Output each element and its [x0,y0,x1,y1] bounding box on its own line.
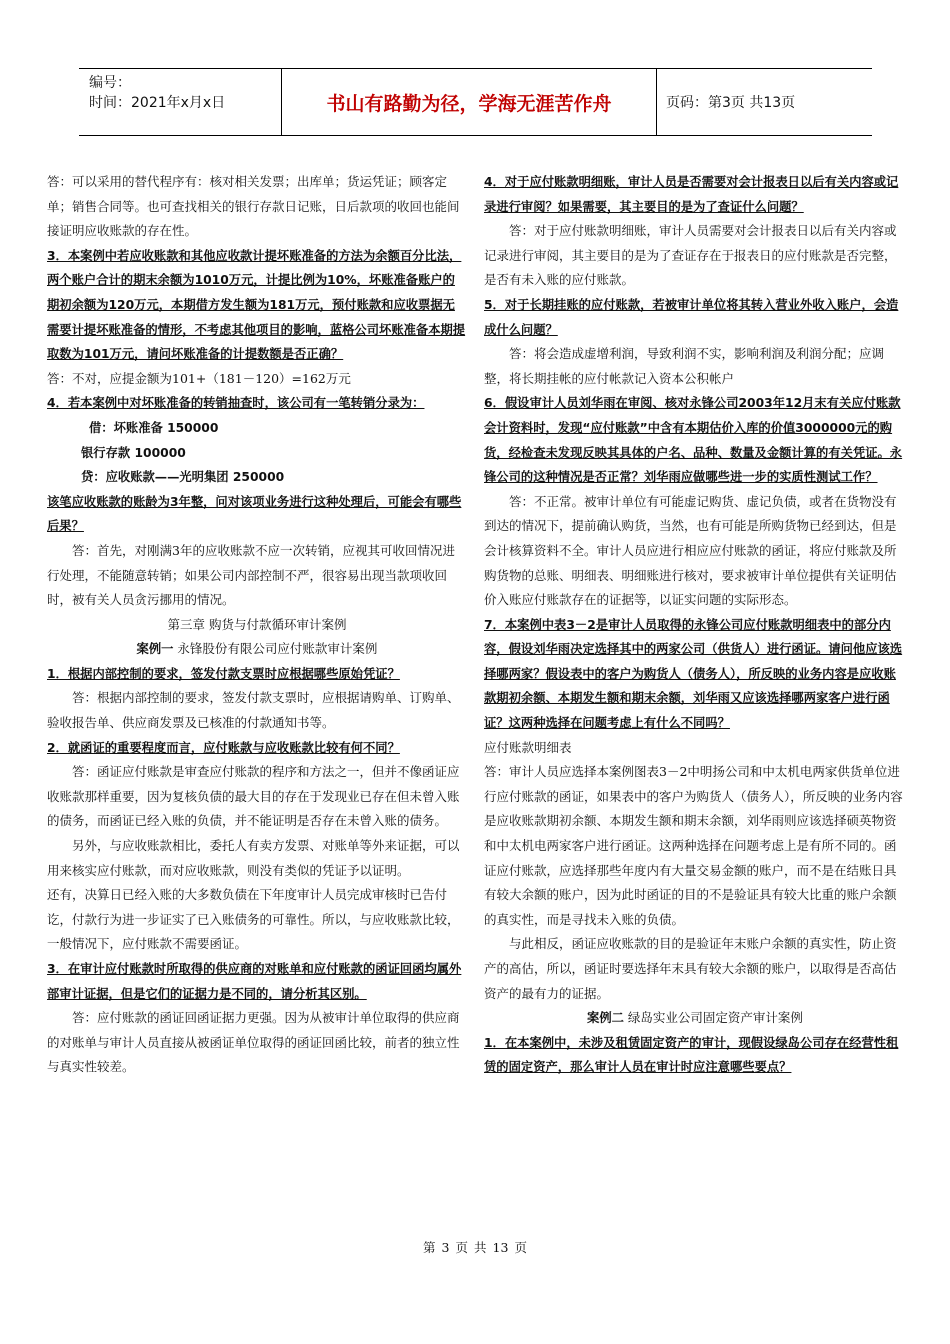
case-2-name: 绿岛实业公司固定资产审计案例 [623,1010,803,1026]
doc-number-label: 编号： [89,75,131,91]
answer-7-part-1: 答：审计人员应选择本案例图表3－2中明扬公司和中太机电两家供货单位进行应付账款的函证，如果表中的客户为购货人（债务人），所反映的业务内容是应收账款期初余额、本期发生额和期末余额，刘华雨则应该选择硕英物资和中太机电两家客户进行函证。这两种选择在问题考虑上是有所不同的。函证应付账款，应选择那些年度内有大量交易金额的账户，而不是在结账日具有较大余额的账户，因为此时函证的目的不是验证具有较大比重的账户余额的真实性，而是寻找未入账的负债。 [484,764,903,927]
answer-3: 答：不对，应提金额为101+（181－120）=162万元 [47,370,351,386]
chapter-title: 第三章 购货与付款循环审计案例 [167,616,347,632]
answer-7-part-2: 与此相反，函证应收账款的目的是验证年末账户余额的真实性，防止资产的高估，所以，函证时要选择年末具有较大余额的账户，以取得是否高估资产的最有力的证据。 [484,936,897,1001]
doc-time-label: 时间：2021年x月x日 [89,95,226,111]
question-6: 6．假设审计人员刘华雨在审阅、核对永锋公司2003年12月末有关应付账款会计资料时，发现“应付账款”中含有本期估价入库的价值3000000元的购货，经检查未发现反映其具体的户名、品种、数量及金额计算的有关凭证。永锋公司的这种情况是否正常？刘华雨应做哪些进一步的实质性测试工作？ [484,396,903,485]
answer-6: 答：不正常。被审计单位有可能虚记购货、虚记负债，或者在货物没有到达的情况下，提前确认购货，当然，也有可能是所购货物已经到达，但是会计核算资料不全。审计人员应进行相应应付账款的函证，将应付账款及所购货物的总账、明细表、明细账进行核对，要求被审计单位提供有关证明估价入账应付账款存在的证据等，以证实问题的实际形态。 [484,493,897,608]
footer-gong: 共 [474,1240,487,1255]
page-header [79,68,872,136]
answer-2-part-2: 另外，与应收账款相比，委托人有卖方发票、对账单等外来证据，可以用来核实应付账款，而对应收账款，则没有类似的凭证予以证明。 [47,838,460,878]
case-2-title [484,1006,906,1031]
answer-4: 答：首先，对刚满3年的应收账款不应一次转销，应视其可收回情况进行处理，不能随意转销；如果公司内部控制不严，很容易出现当款项收回时，被有关人员贪污挪用的情况。 [47,542,455,608]
question-3: 3．本案例中若应收账款和其他应收款计提坏账准备的方法为余额百分比法，两个账户合计的期末余额为1010万元，计提比例为10%，坏账准备账户的期初余额为120万元，本期借方发生额为181万元，预付账款和应收票据无需要计提坏账准备的情形，不考虑其他项目的影响，蓝格公司坏账准备本期提取数为101万元，请问坏账准备的计提数额是否正确？ [47,248,466,362]
answer-2-part-1: 答：函证应付账款是审查应付账款的程序和方法之一，但并不像函证应收账款那样重要，因为复核负债的最大目的存在于发现业已存在但未曾入账的债务，而函证已经入账的负债，并不能证明是否存在未曾入账的债务。 [47,764,460,829]
answer-5: 答：将会造成虚增利润，导致利润不实，影响利润及利润分配；应调整，将长期挂帐的应付帐款记入资本公积帐户 [484,346,885,386]
case-title [47,637,467,662]
footer-di: 第 [423,1240,436,1255]
header-meta [79,69,282,135]
right-column [484,170,906,1080]
journal-entry-bank: 银行存款 100000 [81,445,186,460]
journal-entry-credit: 贷：应收账款——光明集团 250000 [81,470,285,485]
question-1: 1．根据内部控制的要求，签发付款支票时应根据哪些原始凭证？ [47,666,400,681]
footer-ye: 页 [455,1240,469,1255]
left-column [47,170,467,1080]
question-3b: 3．在审计应付账款时所取得的供应商的对账单和应付账款的函证回函均属外部审计证据，但是它们的证据力是不同的，请分析其区别。 [47,962,462,1001]
journal-entry-debit: 借：坏账准备 150000 [89,420,219,435]
question-4: 4．若本案例中对坏账准备的转销抽查时，该公司有一笔转销分录为： [47,396,425,411]
question-2: 2．就函证的重要程度而言，应付账款与应收账款比较有何不同？ [47,740,400,755]
table-label: 应付账款明细表 [484,739,572,755]
answer-text: 答：可以采用的替代程序有：核对相关发票；出库单；货运凭证；顾客定单；销售合同等。也可查找相关的银行存款日记账，日后款项的收回也能间接证明应收账款的存在性。 [47,174,460,239]
question-7: 7．本案例中表3－2是审计人员取得的永锋公司应付账款明细表中的部分内容，假设刘华雨决定选择其中的两家公司（供货人）进行函证。请问他应该选择哪两家？假设表中的客户为购货人（债务人），所反映的业务内容是应收账款期初余额、本期发生额和期末余额，刘华雨又应该选择哪两家客户进行函证？这两种选择在问题考虑上有什么不同吗？ [484,617,903,731]
page-footer [0,1238,950,1256]
answer-4-right: 答：对于应付账款明细账，审计人员需要对会计报表日以后有关内容或记录进行审阅，其主要目的是为了查证存在于报表日的应付账款是否完整，是否有未入账的应付账款。 [484,223,897,288]
answer-3b: 答：应付账款的函证回函证据力更强。因为从被审计单位取得的供应商的对账单与审计人员直接从被函证单位取得的函证回函比较，前者的独立性与真实性较差。 [47,1010,460,1075]
case-label: 案例一 [136,642,174,657]
question-4-continued: 该笔应收账款的账龄为3年整，问对该项业务进行这种处理后，可能会有哪些后果？ [47,494,462,534]
case-name: 永锋股份有限公司应付账款审计案例 [173,641,378,657]
case-2-label: 案例二 [587,1011,624,1026]
footer-ye-2: 页 [514,1240,527,1255]
answer-2-part-3: 还有，决算日已经入账的大多数负债在下年度审计人员完成审核时已告付讫，付款行为进一步证实了已入账债务的可靠性。所以，与应收账款比较，一般情况下，应付账款不需要函证。 [47,887,460,952]
question-4-right: 4．对于应付账款明细账，审计人员是否需要对会计报表日以后有关内容或记录进行审阅？如果需要，其主要目的是为了查证什么问题？ [484,175,899,214]
question-1-case-2: 1．在本案例中，未涉及租赁固定资产的审计，现假设绿岛公司存在经营性租赁的固定资产，那么审计人员在审计时应注意哪些要点？ [484,1035,899,1075]
question-5: 5．对于长期挂账的应付账款，若被审计单位将其转入营业外收入账户，会造成什么问题？ [484,297,899,337]
answer-1: 答：根据内部控制的要求，签发付款支票时，应根据请购单、订购单、验收报告单、供应商发票及已核准的付款通知书等。 [47,690,460,731]
header-page-info: 页码：第3页 共13页 [666,95,796,111]
header-motto: 书山有路勤为径，学海无涯苦作舟 [282,69,657,135]
footer-page-number: 3 [441,1240,450,1255]
footer-total-pages: 13 [492,1240,509,1255]
